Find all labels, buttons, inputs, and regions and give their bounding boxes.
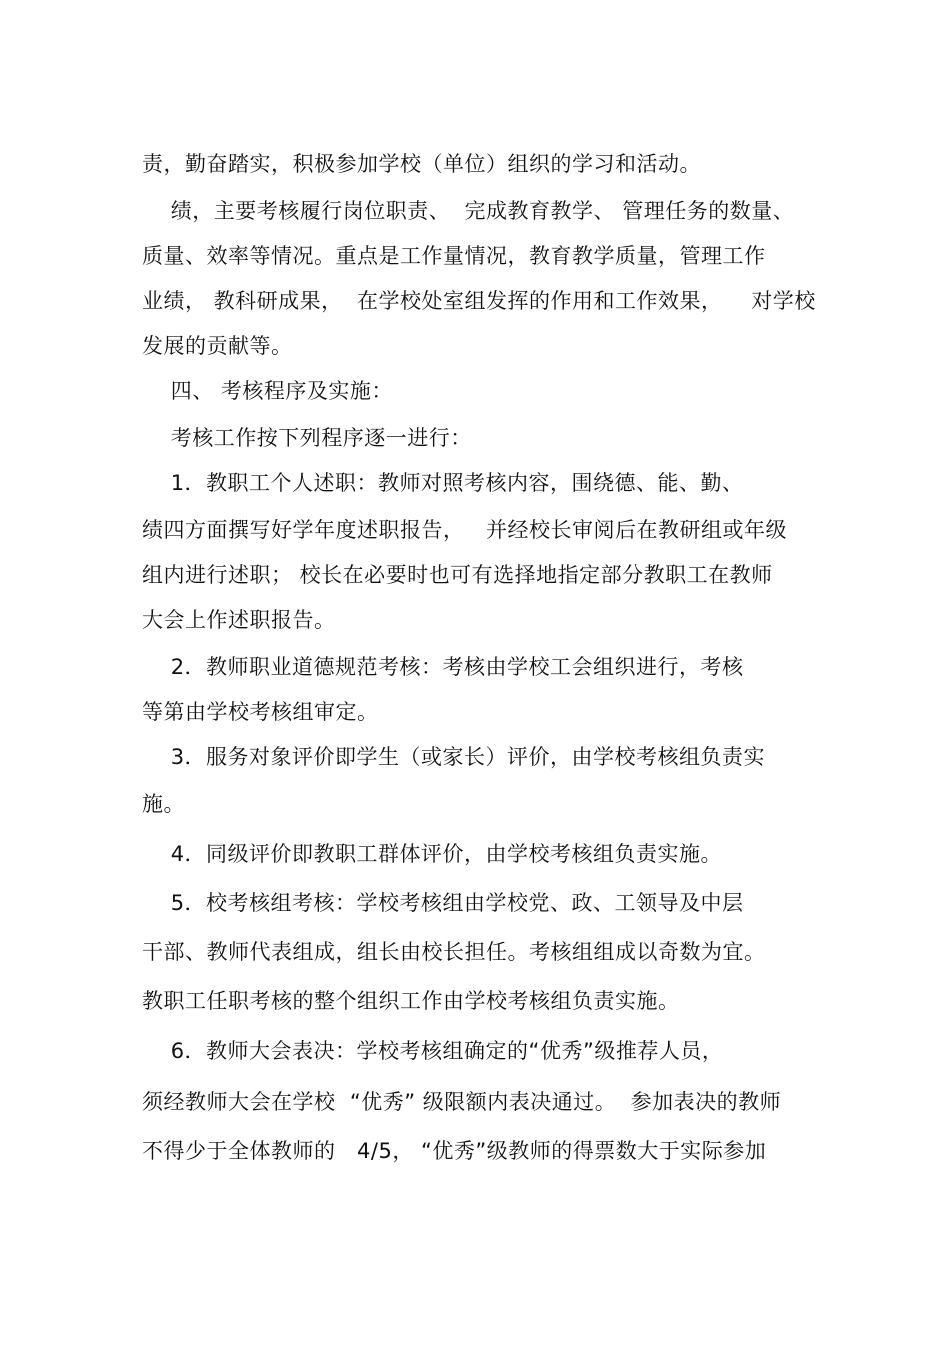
list-item: 5．校考核组考核：学校考核组由学校党、政、工领导及中层	[142, 891, 744, 915]
list-item: 6．教师大会表决：学校考核组确定的“优秀”级推荐人员，	[142, 1039, 724, 1063]
text-line: 等第由学校考核组审定。	[142, 700, 379, 724]
text-line: 组内进行述职； 校长在必要时也可有选择地指定部分教职工在教师	[142, 563, 773, 587]
text-line: 绩四方面撰写好学年度述职报告， 并经校长审阅后在教研组或年级	[142, 518, 788, 542]
list-item: 4．同级评价即教职工群体评价，由学校考核组负责实施。	[142, 842, 723, 866]
text-line: 质量、效率等情况。重点是工作量情况，教育教学质量，管理工作	[142, 244, 766, 268]
text-line: 业绩， 教科研成果， 在学校处室组发挥的作用和工作效果， 对学校	[142, 289, 816, 313]
text-line: 发展的贡献等。	[142, 334, 293, 358]
text-line: 绩，主要考核履行岗位职责、 完成教育教学、 管理任务的数量、	[142, 199, 795, 223]
text-line: 教职工任职考核的整个组织工作由学校考核组负责实施。	[142, 989, 680, 1013]
text-line: 干部、教师代表组成，组长由校长担任。考核组组成以奇数为宜。	[142, 940, 766, 964]
list-item: 2．教师职业道德规范考核：考核由学校工会组织进行，考核	[142, 655, 744, 679]
text-line: 施。	[142, 792, 185, 816]
text-line: 责，勤奋踏实，积极参加学校（单位）组织的学习和活动。	[142, 152, 701, 176]
text-line: 不得少于全体教师的 4/5， “优秀”级教师的得票数大于实际参加	[142, 1139, 767, 1163]
text-line: 大会上作述职报告。	[142, 608, 336, 632]
list-item: 1．教职工个人述职：教师对照考核内容，围绕德、能、勤、	[142, 471, 744, 495]
text-line: 须经教师大会在学校 “优秀” 级限额内表决通过。 参加表决的教师	[142, 1090, 782, 1114]
section-heading: 四、 考核程序及实施：	[142, 379, 393, 403]
list-item: 3．服务对象评价即学生（或家长）评价，由学校考核组负责实	[142, 745, 766, 769]
text-line: 考核工作按下列程序逐一进行：	[142, 426, 472, 450]
